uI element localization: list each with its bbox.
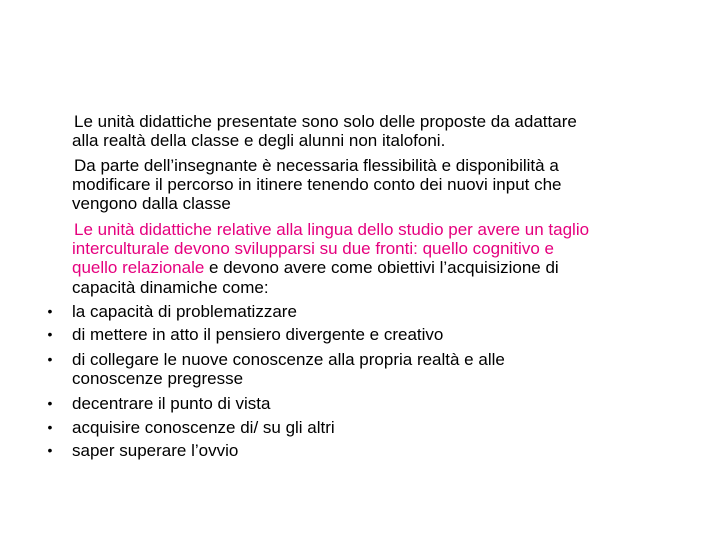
bullet-icon: • xyxy=(47,395,53,411)
bullet-icon: • xyxy=(47,442,53,458)
paragraph-2-line-1: Da parte dell’insegnante è necessaria flessibilità e disponibilità a xyxy=(74,156,559,175)
paragraph-3-line-2: interculturale devono svilupparsi su due fronti: quello cognitivo e xyxy=(72,239,554,259)
bullet-item-6-text: saper superare l’ovvio xyxy=(72,441,239,460)
bullet-icon: • xyxy=(47,351,53,367)
bullet-icon: • xyxy=(47,303,53,319)
bullet-item-3-line-2: conoscenze pregresse xyxy=(72,369,244,389)
paragraph-2 xyxy=(72,156,692,214)
bullet-item-1 xyxy=(47,302,692,321)
paragraph-2-line-2: modificare il percorso in itinere tenendo conto dei nuovi input che xyxy=(72,175,562,195)
bullet-item-3 xyxy=(47,350,692,389)
bullet-item-5-text: acquisire conoscenze di/ su gli altri xyxy=(72,418,335,437)
paragraph-1 xyxy=(72,112,692,150)
paragraph-3-line-1: Le unità didattiche relative alla lingua dello studio per avere un taglio xyxy=(74,220,590,239)
paragraph-1-line-2: alla realtà della classe e degli alunni non italofoni. xyxy=(72,131,446,151)
bullet-item-5 xyxy=(47,418,692,437)
paragraph-2-line-3: vengono dalla classe xyxy=(72,194,231,214)
bullet-item-4 xyxy=(47,394,692,413)
bullet-item-1-text: la capacità di problematizzare xyxy=(72,302,297,321)
bullet-item-6 xyxy=(47,441,692,460)
bullet-item-2-text: di mettere in atto il pensiero divergente e creativo xyxy=(72,325,444,344)
paragraph-3-line-3 xyxy=(72,258,692,277)
paragraph-3-line-3-rest: e devono avere come obiettivi l’acquisizione di xyxy=(204,258,559,278)
bullet-item-3-line-1: di collegare le nuove conoscenze alla propria realtà e alle xyxy=(72,350,505,369)
bullet-icon: • xyxy=(47,326,53,342)
paragraph-3-highlight: quello relazionale xyxy=(72,258,205,278)
paragraph-3 xyxy=(72,220,692,297)
paragraph-3-line-4: capacità dinamiche come: xyxy=(72,277,269,297)
paragraph-1-line-1: Le unità didattiche presentate sono solo delle proposte da adattare xyxy=(74,112,577,131)
bullet-icon: • xyxy=(47,419,53,435)
bullet-item-2 xyxy=(47,325,692,344)
bullet-item-4-text: decentrare il punto di vista xyxy=(72,394,271,413)
